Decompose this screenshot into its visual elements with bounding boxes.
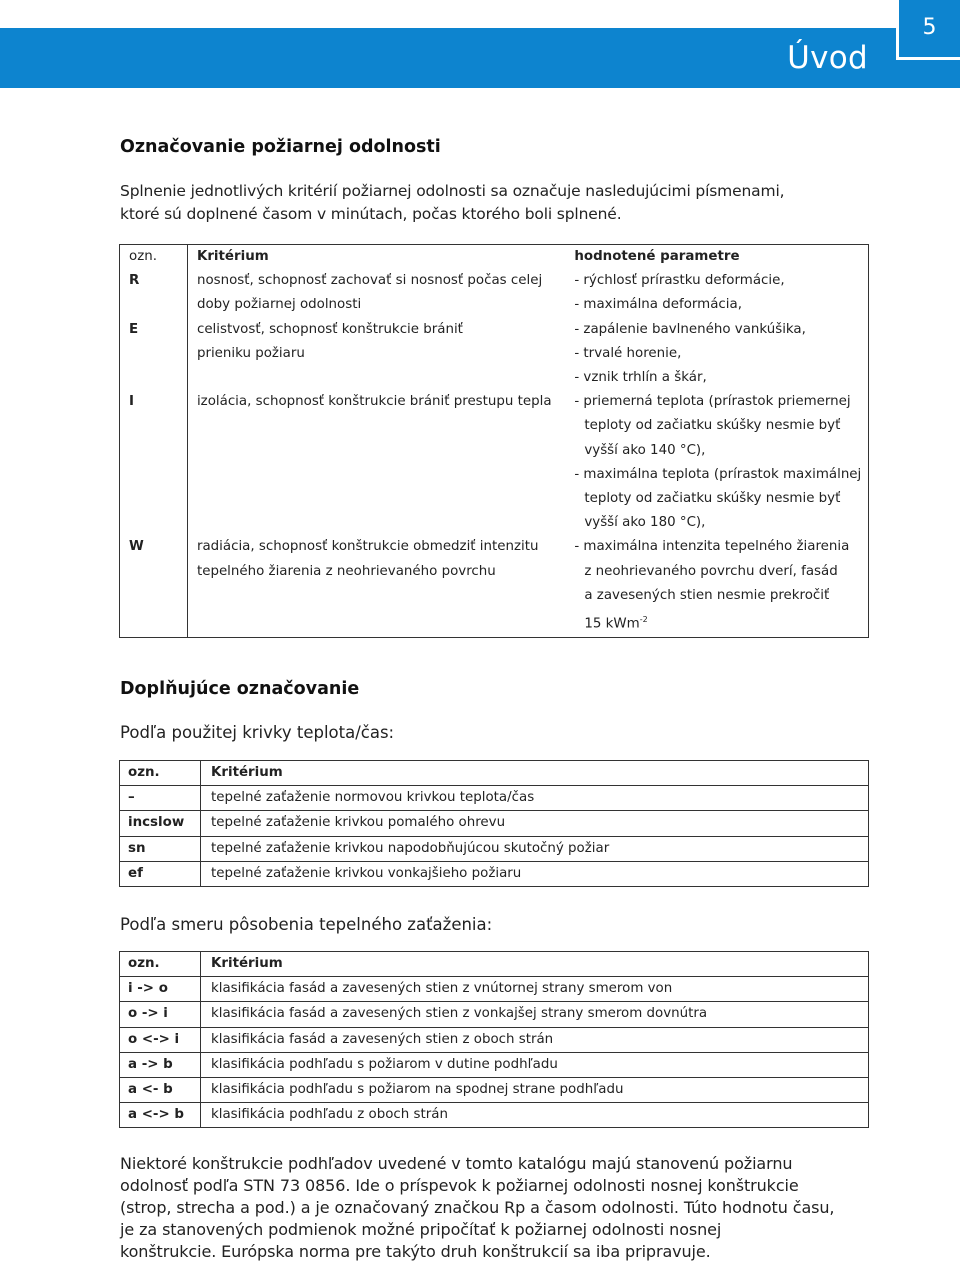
row-params xyxy=(574,390,868,535)
closing-line: je za stanovených podmienok možné pripočítať k požiarnej odolnosti nosnej xyxy=(120,1220,722,1239)
row-criterion: klasifikácia fasád a zavesených stien z oboch strán xyxy=(201,1027,869,1052)
row-code: incslow xyxy=(120,811,201,836)
param-line: - maximálna teplota (prírastok maximálnej xyxy=(574,466,862,482)
closing-line: (strop, strecha a pod.) a je označovaný značkou Rp a časom odolnosti. Túto hodnotu času, xyxy=(120,1198,835,1217)
param-line: - priemerná teplota (prírastok priemernej xyxy=(574,394,851,410)
param-line: - maximálna intenzita tepelného žiarenia xyxy=(574,539,850,555)
row-code: E xyxy=(129,321,139,337)
table-header-row xyxy=(120,952,869,977)
criterion-line: radiácia, schopnosť konštrukcie obmedziť intenzitu xyxy=(196,539,539,555)
table-row xyxy=(120,1052,869,1077)
param-line: - trvalé horenie, xyxy=(574,345,682,361)
row-criterion xyxy=(187,318,574,391)
closing-line: odolnosť podľa STN 73 0856. Ide o príspevok k požiarnej odolnosti nosnej konštrukcie xyxy=(120,1176,799,1195)
param-value: 15 kWm xyxy=(584,616,640,632)
row-criterion: tepelné zaťaženie krivkou napodobňujúcou skutočný požiar xyxy=(201,836,869,861)
param-line: z neohrievaného povrchu dverí, fasád xyxy=(584,563,838,579)
table-row xyxy=(120,390,869,535)
row-criterion xyxy=(187,535,574,637)
row-code: ef xyxy=(120,861,201,886)
table-row xyxy=(120,836,869,861)
row-code: o <-> i xyxy=(120,1027,201,1052)
column-header: Kritérium xyxy=(201,761,869,786)
row-criterion: tepelné zaťaženie normovou krivkou teplota/čas xyxy=(201,786,869,811)
subheading: Podľa použitej krivky teplota/čas: xyxy=(120,723,395,742)
direction-table xyxy=(119,951,869,1128)
column-header: Kritérium xyxy=(187,245,574,270)
row-code: – xyxy=(120,786,201,811)
intro-line-1: Splnenie jednotlivých kritérií požiarnej odolnosti sa označuje nasledujúcimi písmenami, xyxy=(120,182,785,200)
curve-table xyxy=(119,760,869,887)
row-code: W xyxy=(129,539,144,555)
column-header: hodnotené parametre xyxy=(574,249,740,264)
criterion-line: tepelného žiarenia z neohrievaného povrchu xyxy=(196,563,496,579)
table-row xyxy=(120,318,869,391)
table-row xyxy=(120,1103,869,1128)
param-line: - rýchlosť prírastku deformácie, xyxy=(574,273,785,289)
section-heading: Doplňujúce označovanie xyxy=(120,679,360,699)
criterion-line: izolácia, schopnosť konštrukcie brániť prestupu tepla xyxy=(196,394,552,410)
param-line: teploty od začiatku skúšky nesmie byť xyxy=(584,491,841,507)
table-row xyxy=(120,811,869,836)
row-params xyxy=(574,318,868,391)
page-number-tab xyxy=(896,0,960,60)
row-criterion xyxy=(187,269,574,317)
row-criterion: tepelné zaťaženie krivkou vonkajšieho požiaru xyxy=(211,865,522,881)
row-code: I xyxy=(129,394,134,410)
row-code: a <-> b xyxy=(120,1103,201,1128)
column-header: ozn. xyxy=(120,952,201,977)
param-line: vyšší ako 180 °C), xyxy=(584,515,706,531)
row-code: R xyxy=(129,273,140,289)
criterion-line: nosnosť, schopnosť zachovať si nosnosť počas celej xyxy=(196,273,543,289)
row-criterion: klasifikácia podhľadu z oboch strán xyxy=(211,1107,448,1123)
criterion-line: celistvosť, schopnosť konštrukcie brániť xyxy=(196,321,463,337)
table-row xyxy=(120,1027,869,1052)
row-params xyxy=(574,535,868,637)
row-code: o -> i xyxy=(120,1002,201,1027)
criteria-table xyxy=(119,244,869,638)
column-header: Kritérium xyxy=(201,952,869,977)
row-code: i -> o xyxy=(120,977,201,1002)
table-header-row xyxy=(120,245,869,270)
param-line: - maximálna deformácia, xyxy=(574,297,742,313)
row-criterion: klasifikácia fasád a zavesených stien z vnútornej strany smerom von xyxy=(201,977,869,1002)
intro-line-2: ktoré sú doplnené časom v minútach, počas ktorého boli splnené. xyxy=(120,205,622,223)
row-code: sn xyxy=(120,836,201,861)
column-header: ozn. xyxy=(120,761,201,786)
table-row xyxy=(120,977,869,1002)
param-line: a zavesených stien nesmie prekročiť xyxy=(584,587,830,603)
row-params xyxy=(574,269,868,317)
row-criterion xyxy=(187,390,574,535)
table-row xyxy=(120,535,869,637)
table-row xyxy=(120,861,869,886)
row-code: a <- b xyxy=(120,1078,201,1103)
table-row xyxy=(120,269,869,317)
row-criterion: klasifikácia podhľadu s požiarom na spodnej strane podhľadu xyxy=(201,1078,869,1103)
criterion-line: doby požiarnej odolnosti xyxy=(196,297,362,313)
row-code: a -> b xyxy=(120,1052,201,1077)
row-criterion: tepelné zaťaženie krivkou pomalého ohrevu xyxy=(201,811,869,836)
row-criterion: klasifikácia podhľadu s požiarom v dutine podhľadu xyxy=(201,1052,869,1077)
param-line xyxy=(574,608,868,637)
table-row xyxy=(120,786,869,811)
closing-line: konštrukcie. Európska norma pre takýto druh konštrukcií sa iba pripravuje. xyxy=(120,1242,711,1261)
subheading: Podľa smeru pôsobenia tepelného zaťaženia: xyxy=(120,915,493,934)
section-heading: Označovanie požiarnej odolnosti xyxy=(120,137,441,157)
row-criterion: klasifikácia fasád a zavesených stien z vonkajšej strany smerom dovnútra xyxy=(201,1002,869,1027)
table-header-row xyxy=(120,761,869,786)
table-row xyxy=(120,1078,869,1103)
closing-line: Niektoré konštrukcie podhľadov uvedené v tomto katalógu majú stanovenú požiarnu xyxy=(120,1154,793,1173)
column-header: ozn. xyxy=(129,249,157,264)
criterion-line: prieniku požiaru xyxy=(196,345,305,361)
param-line: - zapálenie bavlneného vankúšika, xyxy=(574,321,806,337)
param-exponent: -2 xyxy=(639,615,648,625)
table-row xyxy=(120,1002,869,1027)
param-line: teploty od začiatku skúšky nesmie byť xyxy=(584,418,841,434)
param-line: vyšší ako 140 °C), xyxy=(584,442,706,458)
param-line: - vznik trhlín a škár, xyxy=(574,370,707,386)
page-number: 5 xyxy=(922,15,937,40)
page-title: Úvod xyxy=(787,40,868,76)
